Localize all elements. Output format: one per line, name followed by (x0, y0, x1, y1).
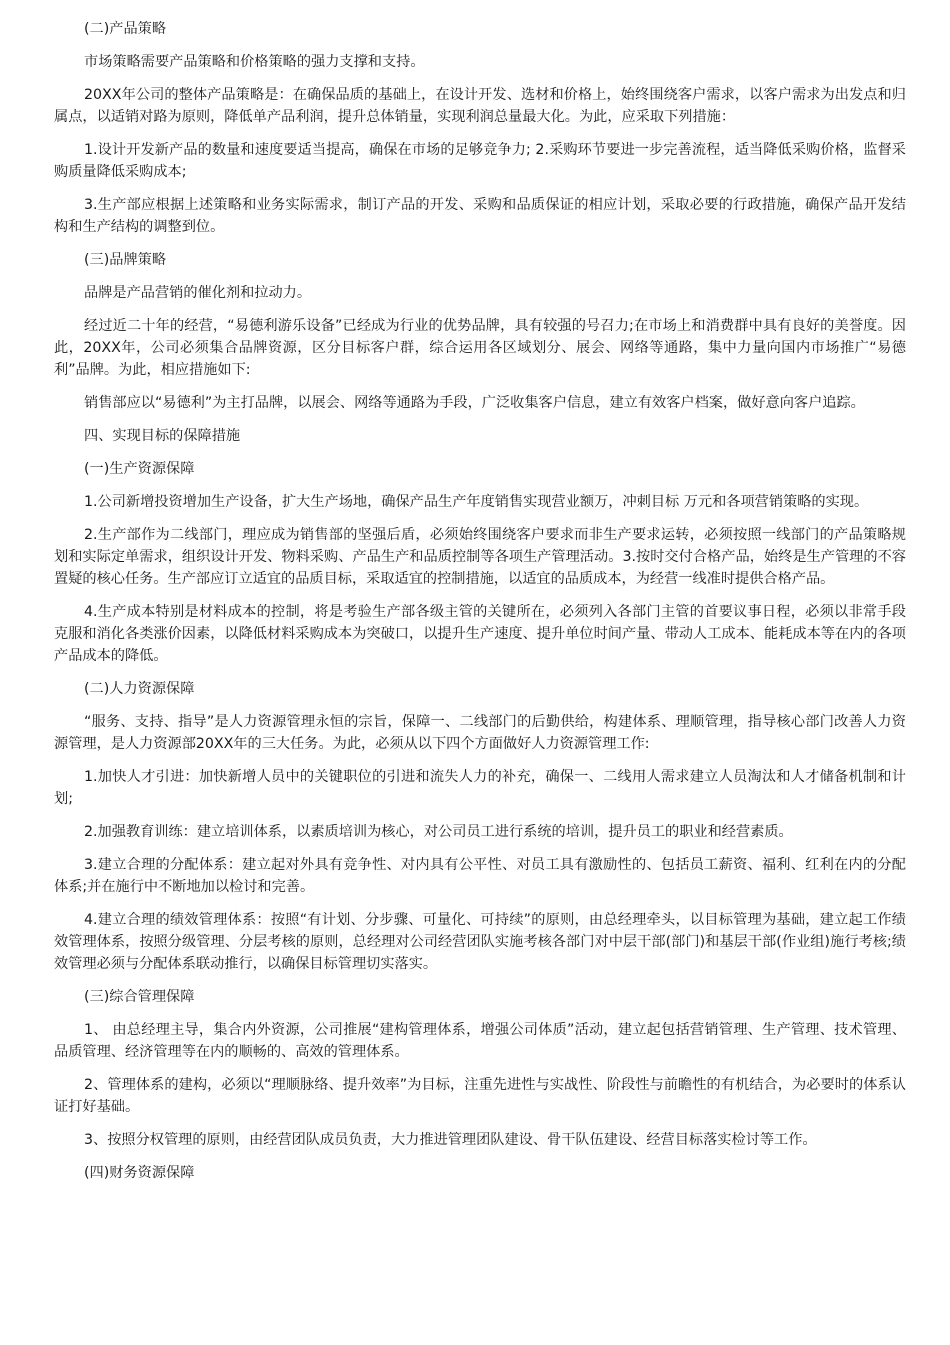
paragraph: 1、 由总经理主导，集合内外资源，公司推展“建构管理体系，增强公司体质”活动，建立起包括营销管理、生产管理、技术管理、品质管理、经济管理等在内的顺畅的、高效的管理体系。 (54, 1022, 906, 1060)
section-heading-financial-resources: (四)财务资源保障 (84, 1165, 195, 1181)
section-heading-production-resources: (一)生产资源保障 (84, 461, 195, 477)
section-heading-human-resources: (二)人力资源保障 (84, 681, 195, 697)
section-heading-product-strategy: (二)产品策略 (84, 21, 167, 37)
paragraph: 经过近二十年的经营，“易德利游乐设备”已经成为行业的优势品牌，具有较强的号召力;在市场上和消费群中具有良好的美誉度。因此，20XX年，公司必须集合品牌资源，区分目标客户群，综合运用各区域划分、展会、网络等通路，集中力量向国内市场推广“易德利”品牌。为此，相应措施如下: (54, 318, 906, 378)
paragraph: 1.加快人才引进：加快新增人员中的关键职位的引进和流失人力的补充，确保一、二线用人需求建立人员淘汰和人才储备机制和计划; (54, 769, 906, 807)
paragraph: 3.建立合理的分配体系：建立起对外具有竞争性、对内具有公平性、对员工具有激励性的、包括员工薪资、福利、红利在内的分配体系;并在施行中不断地加以检讨和完善。 (54, 857, 906, 895)
paragraph: 1.设计开发新产品的数量和速度要适当提高，确保在市场的足够竞争力; 2.采购环节要进一步完善流程，适当降低采购价格，监督采购质量降低采购成本; (54, 142, 906, 180)
paragraph: “服务、支持、指导”是人力资源管理永恒的宗旨，保障一、二线部门的后勤供给，构建体系、理顺管理，指导核心部门改善人力资源管理，是人力资源部20XX年的三大任务。为此，必须从以下四个方面做好人力资源管理工作: (54, 714, 906, 752)
paragraph: 2.加强教育训练：建立培训体系，以素质培训为核心，对公司员工进行系统的培训，提升员工的职业和经营素质。 (84, 824, 793, 840)
paragraph: 品牌是产品营销的催化剂和拉动力。 (84, 285, 312, 301)
paragraph: 4.生产成本特别是材料成本的控制，将是考验生产部各级主管的关键所在，必须列入各部门主管的首要议事日程，必须以非常手段克服和消化各类涨价因素，以降低材料采购成本为突破口，以提升生产速度、提升单位时间产量、带动人工成本、能耗成本等在内的各项产品成本的降低。 (54, 604, 906, 664)
section-heading-general-management: (三)综合管理保障 (84, 989, 195, 1005)
paragraph: 市场策略需要产品策略和价格策略的强力支撑和支持。 (84, 54, 425, 70)
paragraph: 4.建立合理的绩效管理体系：按照“有计划、分步骤、可量化、可持续”的原则，由总经理牵头，以目标管理为基础，建立起工作绩效管理体系，按照分级管理、分层考核的原则，总经理对公司经营团队实施考核各部门对中层干部(部门)和基层干部(作业组)施行考核;绩效管理必须与分配体系联动推行，以确保目标管理切实落实。 (54, 912, 906, 972)
paragraph: 3.生产部应根据上述策略和业务实际需求，制订产品的开发、采购和品质保证的相应计划，采取必要的行政措施，确保产品开发结构和生产结构的调整到位。 (54, 197, 906, 235)
paragraph: 1.公司新增投资增加生产设备，扩大生产场地，确保产品生产年度销售实现营业额万，冲刺目标 万元和各项营销策略的实现。 (84, 494, 869, 510)
paragraph: 2、管理体系的建构，必须以“理顺脉络、提升效率”为目标，注重先进性与实战性、阶段性与前瞻性的有机结合，为必要时的体系认证打好基础。 (54, 1077, 906, 1115)
section-heading-brand-strategy: (三)品牌策略 (84, 252, 167, 268)
section-heading-guarantee-measures: 四、实现目标的保障措施 (84, 428, 241, 444)
paragraph: 20XX年公司的整体产品策略是：在确保品质的基础上，在设计开发、选材和价格上，始终围绕客户需求，以客户需求为出发点和归属点，以适销对路为原则，降低单产品利润，提升总体销量，实现利润总量最大化。为此，应采取下列措施： (54, 87, 906, 125)
document-body (54, 18, 906, 1195)
paragraph: 销售部应以“易德利”为主打品牌，以展会、网络等通路为手段，广泛收集客户信息，建立有效客户档案，做好意向客户追踪。 (84, 395, 865, 411)
paragraph: 3、按照分权管理的原则，由经营团队成员负责，大力推进管理团队建设、骨干队伍建设、经营目标落实检讨等工作。 (84, 1132, 817, 1148)
paragraph: 2.生产部作为二线部门，理应成为销售部的坚强后盾，必须始终围绕客户要求而非生产要求运转，必须按照一线部门的产品策略规划和实际定单需求，组织设计开发、物料采购、产品生产和品质控制等各项生产管理活动。3.按时交付合格产品，始终是生产管理的不容置疑的核心任务。生产部应订立适宜的品质目标，采取适宜的控制措施，以适宜的品质成本，为经营一线准时提供合格产品。 (54, 527, 906, 587)
